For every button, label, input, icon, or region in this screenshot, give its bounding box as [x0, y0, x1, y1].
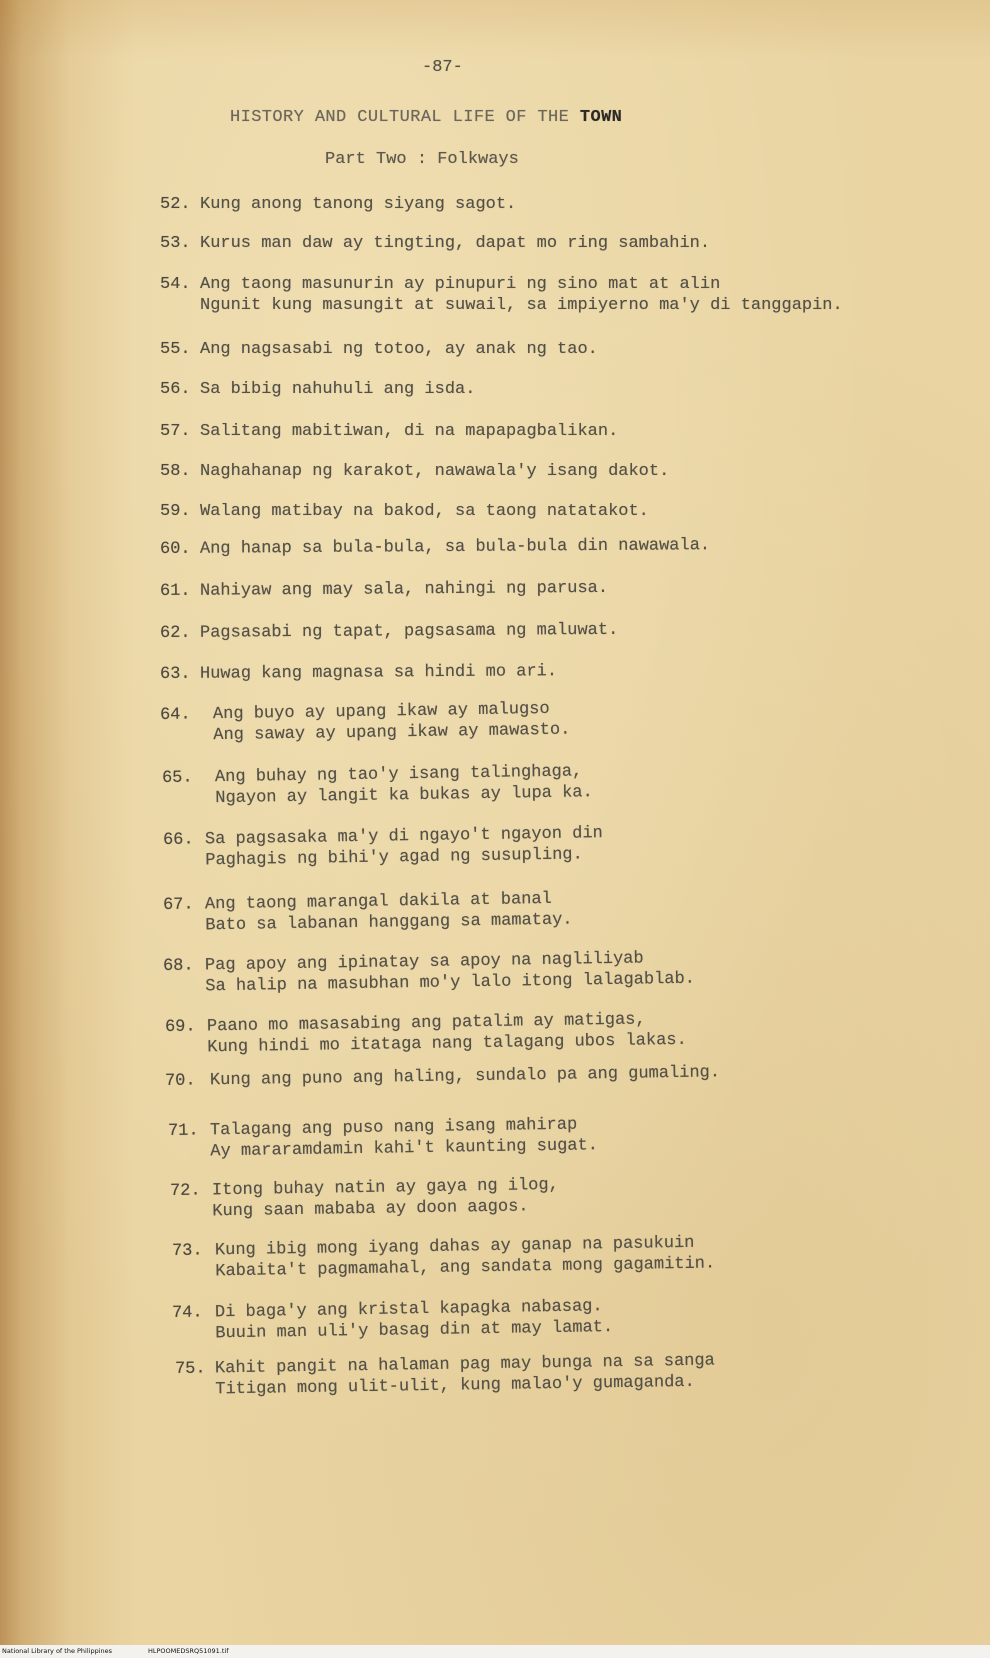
- proverb-text: [200, 233, 710, 254]
- proverb-line: Walang matibay na bakod, sa taong natatakot.: [200, 502, 649, 521]
- proverb-item: [159, 699, 571, 746]
- proverb-number: 54.: [160, 275, 191, 294]
- proverb-text: [215, 1232, 715, 1282]
- proverb-text: [205, 948, 695, 998]
- proverb-line: Ang hanap sa bula-bula, sa bula-bula din nawawala.: [199, 536, 711, 559]
- proverb-number: 72.: [169, 1181, 201, 1201]
- proverb-item: [159, 620, 619, 644]
- proverb-item: [160, 339, 598, 360]
- proverb-item: [160, 379, 476, 400]
- proverb-item: [160, 274, 843, 315]
- proverb-item: [169, 1175, 559, 1222]
- proverb-text: [200, 194, 516, 215]
- proverb-number: 70.: [164, 1071, 196, 1091]
- proverb-text: [200, 274, 843, 316]
- proverb-text: [215, 1351, 715, 1401]
- proverb-line: Salitang mabitiwan, di na mapapagbalikan.: [200, 422, 619, 441]
- proverb-text: [200, 339, 598, 360]
- proverb-text: [200, 379, 475, 400]
- proverb-number: 63.: [159, 664, 191, 684]
- proverb-line: Ang taong marangal dakila at banal: [204, 889, 552, 915]
- proverb-text: [212, 1175, 559, 1222]
- proverb-text: [207, 1009, 687, 1059]
- proverb-number: 64.: [159, 705, 191, 725]
- section-subtitle: Part Two : Folkways: [325, 150, 519, 169]
- proverb-number: 73.: [171, 1241, 203, 1261]
- proverb-number: 57.: [160, 422, 191, 441]
- proverb-item: [171, 1297, 614, 1344]
- proverb-line: Ngunit kung masungit at suwail, sa impiyerno ma'y di tanggapin.: [200, 296, 843, 315]
- proverb-text: [205, 823, 603, 871]
- proverb-text: [200, 501, 649, 522]
- proverb-number: 59.: [160, 502, 191, 521]
- proverb-text: [205, 889, 573, 937]
- proverb-number: 69.: [164, 1017, 196, 1037]
- proverb-line: Sa bibig nahuhuli ang isda.: [200, 380, 476, 399]
- proverb-number: 75.: [174, 1359, 206, 1379]
- proverb-line: Di baga'y ang kristal kapagka nabasag.: [214, 1297, 603, 1323]
- proverb-number: 56.: [160, 380, 191, 399]
- proverb-item: [164, 1010, 687, 1058]
- proverb-item: [160, 194, 517, 215]
- title-text: HISTORY AND CULTURAL LIFE OF THE: [230, 108, 570, 127]
- proverb-line: Nahiyaw ang may sala, nahingi ng parusa.: [199, 578, 609, 601]
- proverb-line: Buuin man uli'y basag din at may lamat.: [215, 1318, 614, 1344]
- proverb-number: 60.: [159, 539, 191, 559]
- proverb-line: Huwag kang magnasa sa hindi mo ari.: [199, 662, 558, 684]
- page-title: [230, 107, 622, 128]
- proverb-item: [160, 233, 711, 254]
- proverb-number: 74.: [171, 1303, 203, 1323]
- proverb-text: [200, 661, 557, 684]
- scan-footer: [0, 1645, 990, 1658]
- proverb-number: 52.: [160, 195, 191, 214]
- proverb-line: Ang nagsasabi ng totoo, ay anak ng tao.: [200, 340, 598, 359]
- proverb-line: Pagsasabi ng tapat, pagsasama ng maluwat.: [199, 620, 619, 643]
- proverb-text: [210, 1062, 720, 1091]
- proverb-line: Kung anong tanong siyang sagot.: [200, 195, 517, 214]
- proverb-item: [159, 536, 711, 560]
- proverb-item: [159, 662, 558, 685]
- proverb-item: [164, 1063, 721, 1092]
- proverb-line: Kung ang puno ang haling, sundalo pa ang gumaling.: [209, 1063, 721, 1091]
- proverb-line: Kurus man daw ay tingting, dapat mo ring sambahin.: [200, 234, 711, 253]
- proverb-number: 66.: [162, 830, 194, 850]
- proverb-line: Itong buhay natin ay gaya ng ilog,: [211, 1175, 559, 1201]
- proverb-line: Paano mo masasabing ang patalim ay matigas,: [206, 1010, 646, 1037]
- proverb-number: 65.: [161, 768, 193, 788]
- proverb-line: Ang buyo ay upang ikaw ay malugso: [212, 699, 550, 725]
- proverb-item: [162, 889, 573, 936]
- proverb-item: [160, 501, 649, 522]
- proverb-number: 53.: [160, 234, 191, 253]
- proverb-text: [210, 1114, 598, 1162]
- proverb-line: Ang saway ay upang ikaw ay mawasto.: [213, 720, 571, 746]
- proverb-line: Kung hindi mo itataga nang talagang ubos lakas.: [207, 1030, 687, 1058]
- footer-filename: HLPOOMEDSRQ51091.tif: [148, 1647, 229, 1655]
- proverb-text: [200, 620, 618, 644]
- proverb-line: Pag apoy ang ipinatay sa apoy na nagliliyab: [204, 949, 644, 976]
- title-emphasis: TOWN: [579, 108, 623, 127]
- proverb-line: Ay mararamdamin kahi't kaunting sugat.: [210, 1136, 599, 1162]
- proverb-line: Kabaita't pagmamahal, ang sandata mong gagamitin.: [215, 1254, 716, 1282]
- proverb-line: Sa halip na masubhan mo'y lalo itong lalagablab.: [205, 969, 696, 997]
- proverb-item: [162, 824, 603, 871]
- proverb-text: [215, 761, 593, 809]
- proverb-line: Ang buhay ng tao'y isang talinghaga,: [214, 762, 583, 788]
- proverb-item: [171, 1233, 716, 1282]
- proverb-line: Naghahanap ng karakot, nawawala'y isang dakot.: [200, 462, 670, 481]
- proverb-item: [161, 762, 593, 809]
- proverb-item: [159, 578, 609, 602]
- proverb-line: Ngayon ay langit ka bukas ay lupa ka.: [215, 783, 593, 809]
- proverb-item: [162, 949, 696, 997]
- proverb-number: 58.: [160, 462, 191, 481]
- proverb-line: Titigan mong ulit-ulit, kung malao'y gumaganda.: [215, 1372, 695, 1400]
- proverb-item: [160, 461, 670, 482]
- proverb-number: 71.: [167, 1121, 199, 1141]
- proverb-number: 67.: [162, 895, 194, 915]
- proverb-number: 62.: [159, 623, 191, 643]
- proverb-text: [200, 421, 618, 442]
- proverb-line: Talagang ang puso nang isang mahirap: [209, 1115, 578, 1141]
- proverb-text: [200, 461, 669, 482]
- proverb-line: Ang taong masunurin ay pinupuri ng sino mat at alin: [200, 275, 721, 294]
- proverb-text: [213, 699, 571, 747]
- proverb-line: Kung saan mababa ay doon aagos.: [212, 1197, 529, 1222]
- proverb-text: [200, 578, 608, 602]
- proverb-line: Sa pagsasaka ma'y di ngayo't ngayon din: [204, 824, 603, 850]
- proverb-number: 55.: [160, 340, 191, 359]
- proverb-line: Paghagis ng bihi'y agad ng susupling.: [205, 845, 583, 871]
- page-number: -87-: [422, 58, 463, 77]
- proverb-item: [174, 1351, 715, 1400]
- proverb-number: 68.: [162, 956, 194, 976]
- proverb-line: Kahit pangit na halaman pag may bunga na sa sanga: [214, 1351, 715, 1379]
- proverb-text: [200, 535, 710, 560]
- proverb-number: 61.: [159, 581, 191, 601]
- proverb-line: Kung ibig mong iyang dahas ay ganap na pasukuin: [214, 1233, 695, 1261]
- proverb-text: [215, 1296, 613, 1344]
- proverb-item: [167, 1115, 599, 1162]
- footer-source: National Library of the Philippines: [2, 1647, 113, 1655]
- proverb-item: [160, 421, 619, 442]
- proverb-line: Bato sa labanan hanggang sa mamatay.: [205, 910, 573, 936]
